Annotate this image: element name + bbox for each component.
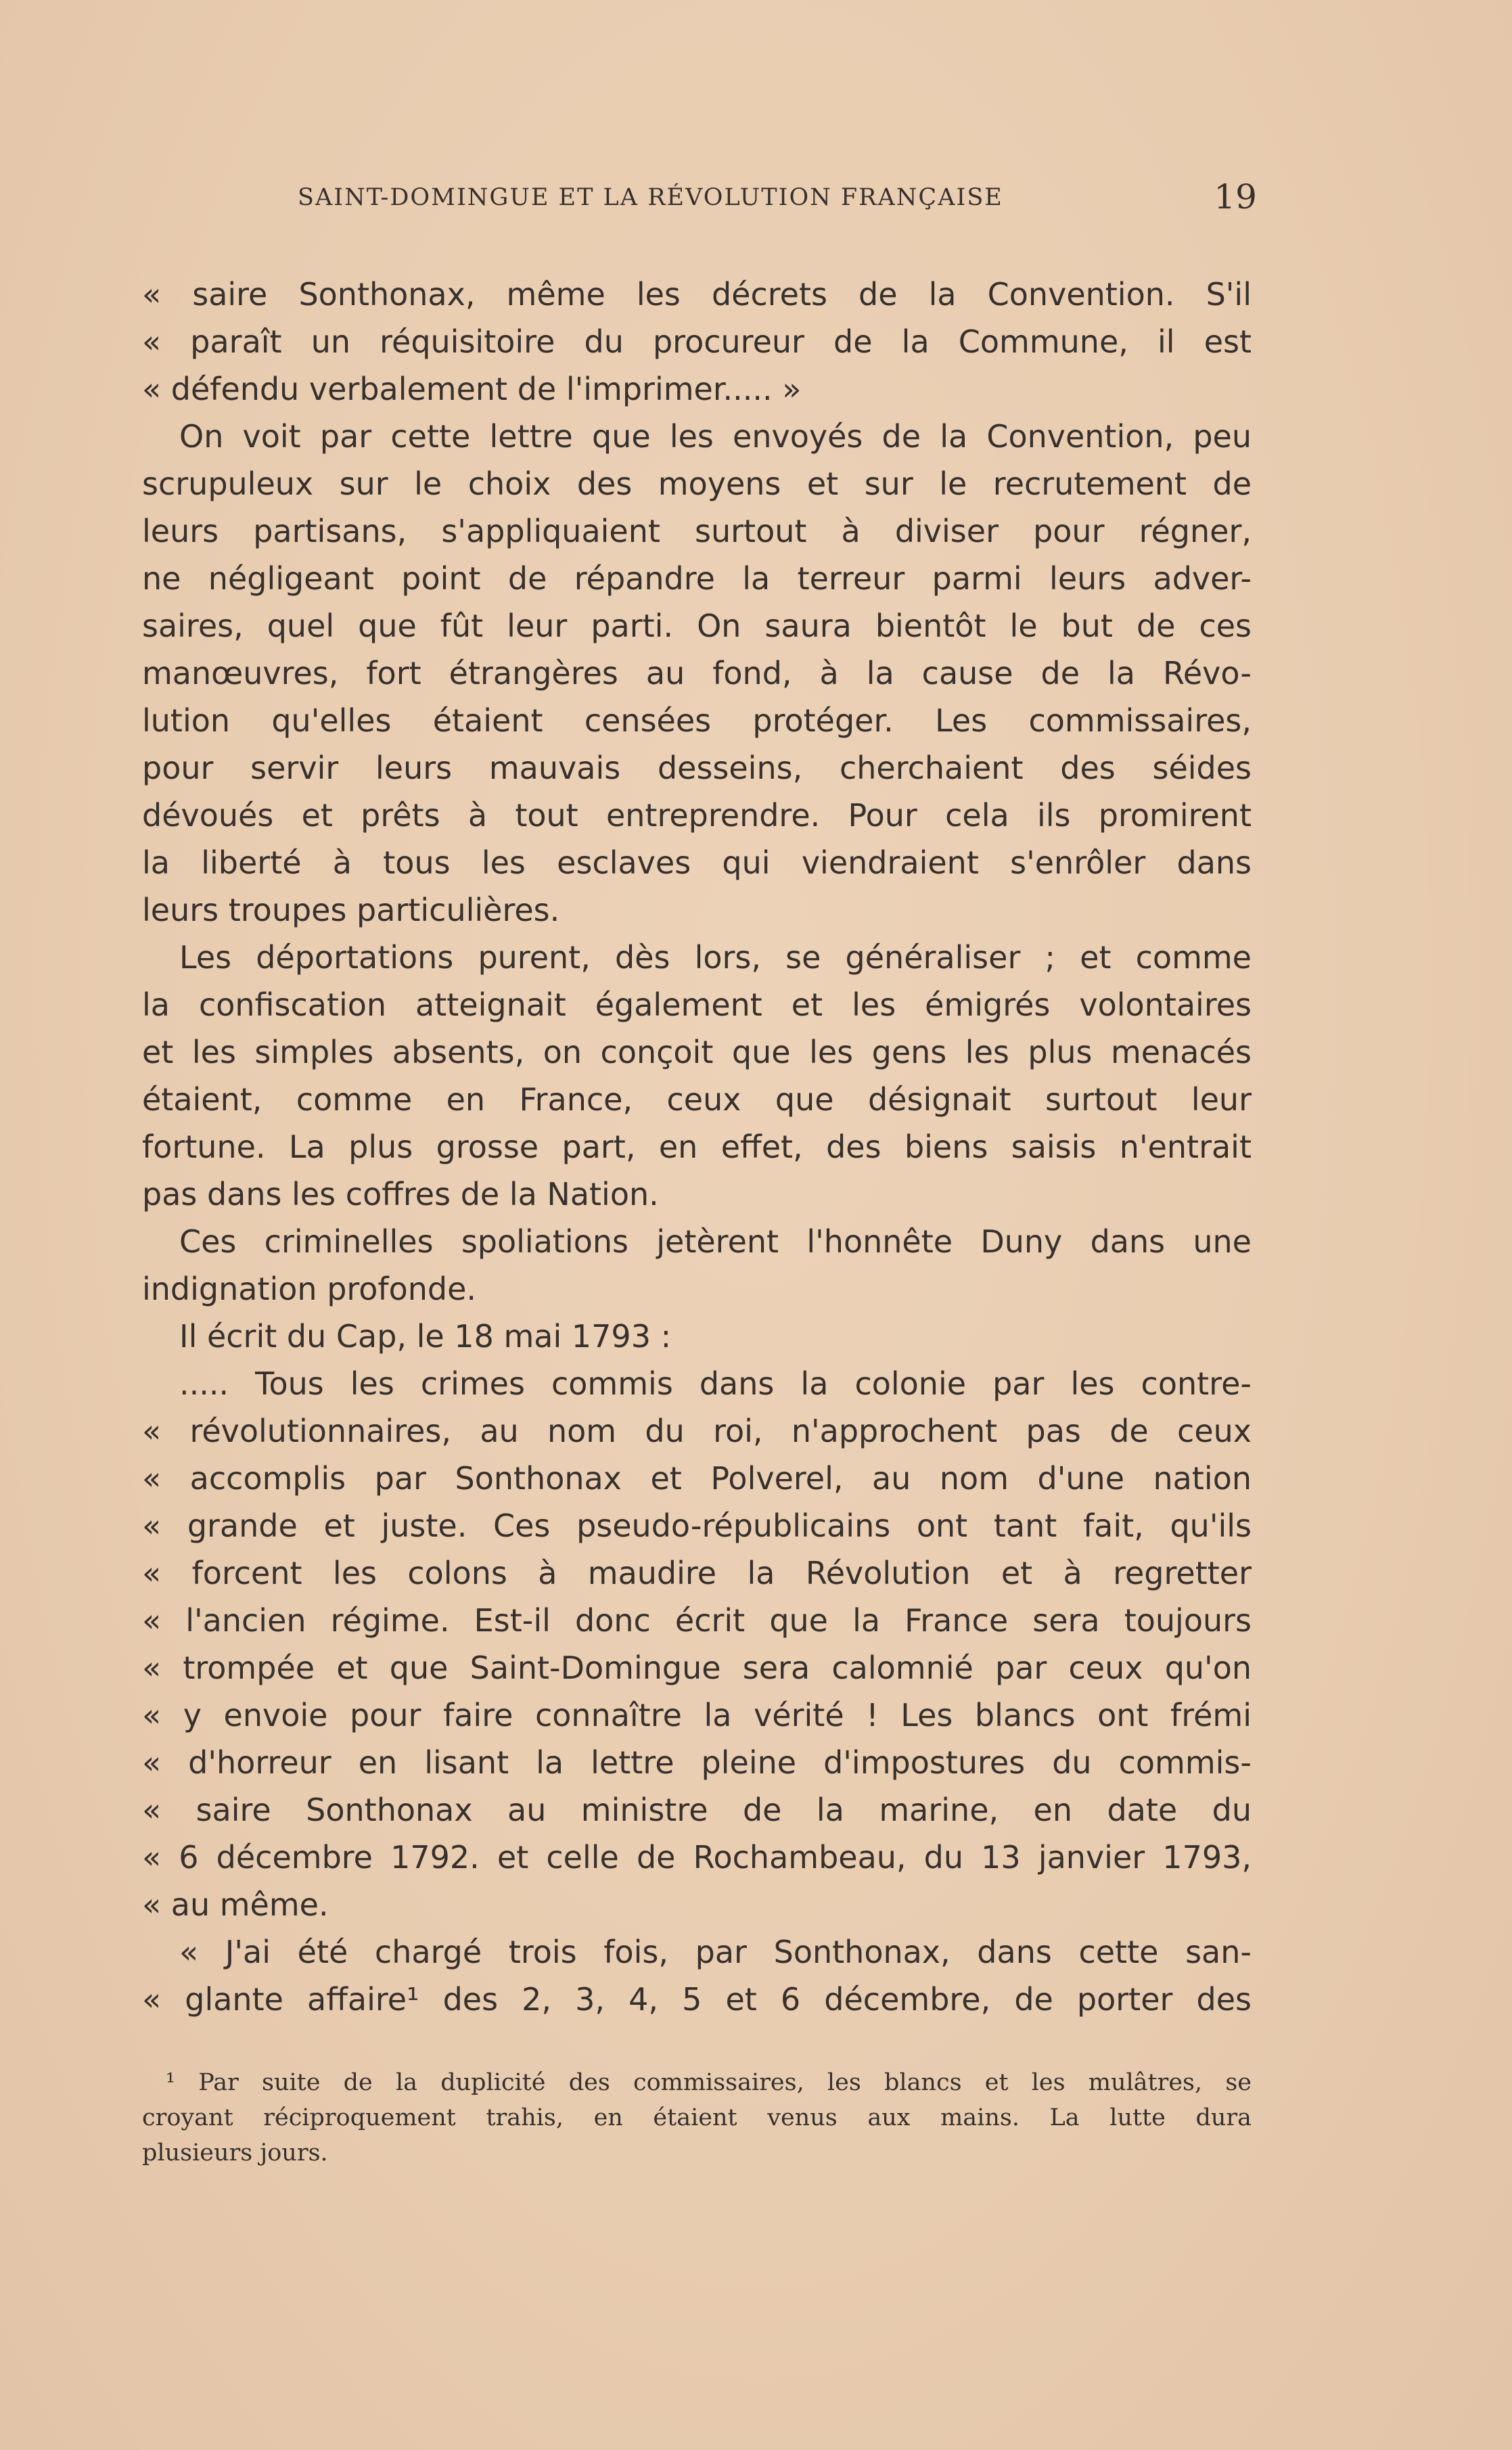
footnote [142, 2065, 1252, 2171]
body-text [142, 271, 1252, 2023]
text-line: et les simples absents, on conçoit que les gens les plus menacés [142, 1034, 1252, 1070]
quote-line: « l'ancien régime. Est-il donc écrit que la France sera toujours [142, 1602, 1252, 1639]
quote-line: « d'horreur en lisant la lettre pleine d'impostures du commis- [142, 1744, 1252, 1781]
text-line: étaient, comme en France, ceux que désignait surtout leur [142, 1081, 1252, 1118]
paragraph-start-line: On voit par cette lettre que les envoyés de la Convention, peu [179, 418, 1252, 455]
text-line: pas dans les coffres de la Nation. [142, 1176, 659, 1212]
text-line: leurs troupes particulières. [142, 892, 560, 928]
text-line: dévoués et prêts à tout entreprendre. Pour cela ils promirent [142, 797, 1252, 834]
running-title: SAINT-DOMINGUE ET LA RÉVOLUTION FRANÇAISE [298, 184, 1003, 211]
footnote-line: croyant réciproquement trahis, en étaient venus aux mains. La lutte dura [142, 2104, 1252, 2131]
quote-line: « révolutionnaires, au nom du roi, n'approchent pas de ceux [142, 1413, 1252, 1449]
footnote-line: ¹ Par suite de la duplicité des commissaires, les blancs et les mulâtres, se [166, 2069, 1252, 2096]
text-line: manœuvres, fort étrangères au fond, à la cause de la Révo- [142, 655, 1252, 691]
paragraph-start-line: Ces criminelles spoliations jetèrent l'honnête Duny dans une [179, 1223, 1252, 1260]
text-line: « saire Sonthonax, même les décrets de la Convention. S'il [142, 276, 1252, 313]
footnote-line: plusieurs jours. [142, 2139, 328, 2167]
quote-line: « forcent les colons à maudire la Révolution et à regretter [142, 1555, 1252, 1591]
quote-line: « trompée et que Saint-Domingue sera calomnié par ceux qu'on [142, 1650, 1252, 1686]
text-line: pour servir leurs mauvais desseins, cherchaient des séides [142, 750, 1252, 786]
paragraph-start-line: Les déportations purent, dès lors, se généraliser ; et comme [179, 939, 1252, 976]
text-line: ne négligeant point de répandre la terreur parmi leurs adver- [142, 560, 1252, 597]
page-number: 19 [1214, 177, 1257, 217]
quote-start-line: ..... Tous les crimes commis dans la colonie par les contre- [179, 1365, 1252, 1402]
quote-line: « saire Sonthonax au ministre de la marine, en date du [142, 1792, 1252, 1828]
text-line: leurs partisans, s'appliquaient surtout à diviser pour régner, [142, 513, 1252, 549]
text-line: fortune. La plus grosse part, en effet, des biens saisis n'entrait [142, 1129, 1252, 1165]
quote-line: « au même. [142, 1886, 329, 1923]
text-line: saires, quel que fût leur parti. On saura bientôt le but de ces [142, 608, 1252, 644]
paragraph-start-line: Il écrit du Cap, le 18 mai 1793 : [179, 1318, 672, 1355]
text-line: indignation profonde. [142, 1271, 477, 1307]
quote-line: « 6 décembre 1792. et celle de Rochambeau, du 13 janvier 1793, [142, 1839, 1252, 1876]
quote-line: « y envoie pour faire connaître la vérité ! Les blancs ont frémi [142, 1697, 1252, 1733]
text-line: « paraît un réquisitoire du procureur de la Commune, il est [142, 323, 1252, 360]
text-line: « défendu verbalement de l'imprimer..... » [142, 371, 802, 407]
quote-start-line: « J'ai été chargé trois fois, par Sonthonax, dans cette san- [179, 1934, 1252, 1970]
quote-line: « grande et juste. Ces pseudo-républicains ont tant fait, qu'ils [142, 1507, 1252, 1544]
text-line: scrupuleux sur le choix des moyens et sur le recrutement de [142, 466, 1252, 502]
text-line: lution qu'elles étaient censées protéger. Les commissaires, [142, 702, 1252, 739]
quote-line: « glante affaire¹ des 2, 3, 4, 5 et 6 décembre, de porter des [142, 1981, 1252, 2018]
quote-line: « accomplis par Sonthonax et Polverel, au nom d'une nation [142, 1460, 1252, 1497]
text-line: la confiscation atteignait également et les émigrés volontaires [142, 986, 1252, 1023]
text-line: la liberté à tous les esclaves qui viendraient s'enrôler dans [142, 844, 1252, 881]
